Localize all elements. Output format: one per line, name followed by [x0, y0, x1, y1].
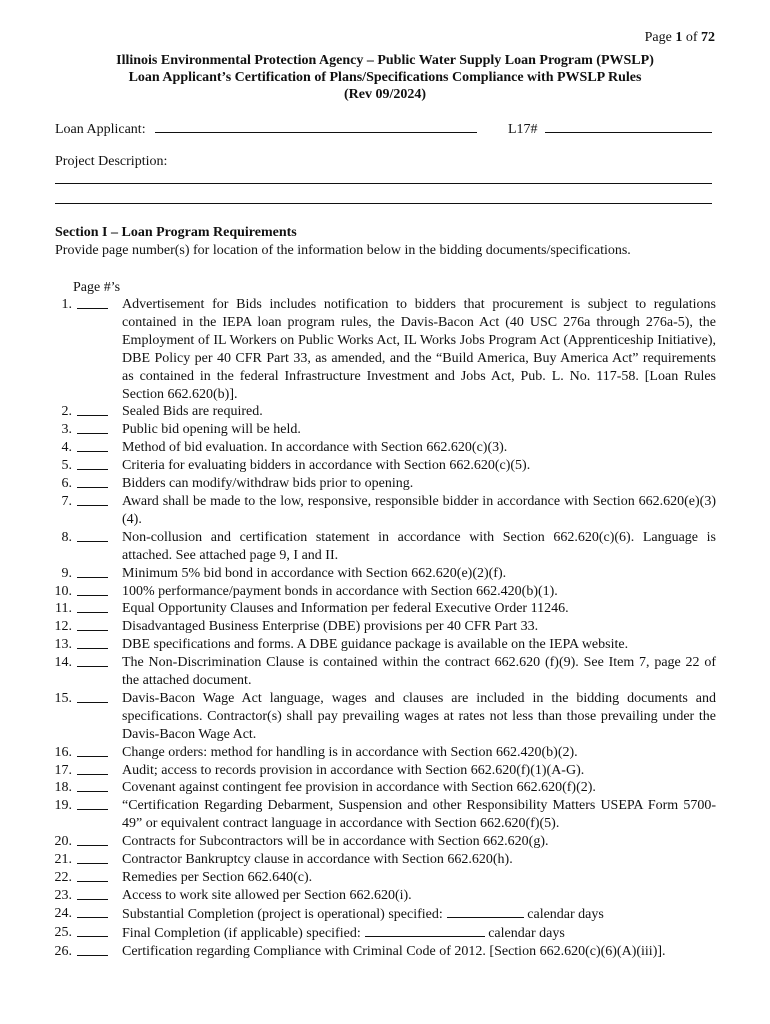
list-item	[0, 421, 770, 439]
page-total: 72	[701, 30, 715, 45]
item-text-main: DBE specifications and forms. A DBE guidance package is available on the IEPA website.	[122, 637, 629, 653]
item-text	[122, 797, 716, 833]
page-column-header: Page #’s	[73, 280, 121, 295]
list-item	[0, 690, 770, 744]
item-text	[122, 475, 716, 493]
item-number: 9.	[61, 565, 72, 581]
project-description-line-1[interactable]	[55, 183, 712, 184]
document-header	[0, 52, 770, 103]
page-number-blank[interactable]	[77, 899, 108, 900]
item-text-main: Substantial Completion (project is operational) specified:	[122, 906, 443, 922]
header-agency-line: Illinois Environmental Protection Agency – Public Water Supply Loan Program (PWSLP)	[116, 53, 654, 68]
item-number: 7.	[61, 493, 72, 509]
item-text	[122, 869, 716, 887]
list-item	[0, 636, 770, 654]
list-item	[0, 779, 770, 797]
list-item	[0, 296, 770, 403]
item-text	[122, 457, 716, 475]
item-text	[122, 887, 716, 905]
item-text-main: Final Completion (if applicable) specified:	[122, 925, 361, 941]
l17-label: L17#	[508, 122, 538, 137]
item-text-main: Bidders can modify/withdraw bids prior to opening.	[122, 476, 414, 492]
item-text-main: Criteria for evaluating bidders in accordance with Section 662.620(c)(5).	[122, 458, 531, 474]
item-number: 10.	[54, 583, 72, 599]
item-text	[122, 744, 716, 762]
header-form-title: Loan Applicant’s Certification of Plans/Specifications Compliance with PWSLP Rules	[128, 70, 642, 85]
page-number-blank[interactable]	[77, 809, 108, 810]
item-number: 21.	[54, 852, 72, 868]
item-text	[122, 943, 716, 961]
item-text	[122, 905, 716, 924]
page-number-blank[interactable]	[77, 955, 108, 956]
item-text	[122, 296, 716, 403]
loan-applicant-field[interactable]	[155, 118, 477, 133]
item-text-main: Contracts for Subcontractors will be in accordance with Section 662.620(g).	[122, 834, 549, 850]
section-intro: Provide page number(s) for location of the information below in the bidding documents/specifications.	[55, 243, 631, 258]
page-number-blank[interactable]	[77, 936, 108, 937]
project-description-label: Project Description:	[55, 154, 168, 169]
item-text	[122, 851, 716, 869]
item-text	[122, 924, 716, 943]
calendar-days-field[interactable]	[365, 924, 485, 937]
item-text	[122, 762, 716, 780]
page-number-blank[interactable]	[77, 756, 108, 757]
item-text	[122, 403, 716, 421]
item-number: 22.	[54, 870, 72, 885]
list-item	[0, 744, 770, 762]
header-revision: (Rev 09/2024)	[343, 87, 427, 102]
item-text-main: Non-collusion and certification statement in accordance with Section 662.620(c)(6). Language is attached. See attached page 9, I and II.	[122, 529, 716, 563]
page-number-blank[interactable]	[77, 917, 108, 918]
item-text	[122, 654, 716, 690]
list-item	[0, 457, 770, 475]
item-text-main: Advertisement for Bids includes notification to bidders that procurement is subject to regulations contained in the IEPA loan program rules, the Davis-Bacon Act (40 USC 276a through 276a-5), the Employment of IL Workers on Public Works Act, IL Works Jobs Program Act (Apprenticeship Initiative), DBE Policy per 40 CFR Part 33, as amended, and the “Build America, Buy America Act” requirements as contained in the federal Infrastructure Investment and Jobs Act, Pub. L. No. 117-58. [Loan Rules Section 662.620(b)].	[122, 297, 716, 402]
item-text-main: Audit; access to records provision in accordance with Section 662.620(f)(1)(A-G).	[122, 762, 585, 778]
item-text	[122, 565, 716, 583]
item-text	[122, 779, 716, 797]
page-number-blank[interactable]	[77, 774, 108, 775]
item-text	[122, 421, 716, 439]
page-number-blank[interactable]	[77, 577, 108, 578]
item-text	[122, 583, 716, 601]
item-text-main: “Certification Regarding Debarment, Suspension and other Responsibility Matters USEPA Form 5700-49” or equivalent contract language in accordance with Section 662.620(f)(5).	[122, 798, 716, 832]
page-number-blank[interactable]	[77, 791, 108, 792]
list-item	[0, 493, 770, 529]
page-number: Page 1 of 72	[644, 30, 715, 45]
item-number: 11.	[55, 601, 72, 617]
item-number: 24.	[54, 905, 72, 921]
item-text	[122, 690, 716, 744]
item-number: 8.	[61, 529, 72, 545]
page-current: 1	[675, 30, 683, 45]
list-item	[0, 905, 770, 924]
page-number-blank[interactable]	[77, 881, 108, 882]
page-number-blank[interactable]	[77, 541, 108, 542]
list-item	[0, 583, 770, 601]
item-number: 26.	[54, 943, 72, 959]
calendar-days-field[interactable]	[447, 905, 524, 918]
page-number-blank[interactable]	[77, 702, 108, 703]
page-number-blank[interactable]	[77, 433, 108, 434]
page-number-blank[interactable]	[77, 415, 108, 416]
item-text-main: Method of bid evaluation. In accordance with Section 662.620(c)(3).	[122, 440, 508, 456]
list-item	[0, 654, 770, 690]
item-text-main: Minimum 5% bid bond in accordance with Section 662.620(e)(2)(f).	[122, 565, 507, 581]
item-text	[122, 618, 716, 636]
list-item	[0, 924, 770, 943]
page-number-blank[interactable]	[77, 451, 108, 452]
item-number: 12.	[54, 619, 72, 635]
list-item	[0, 887, 770, 905]
requirements-list	[0, 296, 770, 961]
item-text-main: Davis-Bacon Wage Act language, wages and clauses are included in the bidding documents and specifications. Contractor(s) shall pay prevailing wages at rates not less than those prevailing under the Davis-Bacon Wage Act.	[122, 690, 716, 742]
loan-applicant-row	[55, 118, 477, 138]
item-text	[122, 600, 716, 618]
item-number: 17.	[54, 762, 72, 778]
item-text-main: Public bid opening will be held.	[122, 422, 301, 438]
calendar-days-label: calendar days	[523, 906, 604, 922]
section-title: Section I – Loan Program Requirements	[55, 225, 297, 240]
item-number: 4.	[61, 440, 72, 456]
item-text-main: Access to work site allowed per Section 662.620(i).	[122, 887, 412, 903]
list-item	[0, 762, 770, 780]
page-number-blank[interactable]	[77, 630, 108, 631]
item-text	[122, 636, 716, 654]
item-number: 1.	[61, 297, 72, 312]
item-text-main: Certification regarding Compliance with Criminal Code of 2012. [Section 662.620(c)(6)(A)(iii)].	[122, 943, 666, 959]
item-number: 6.	[61, 476, 72, 492]
item-number: 20.	[54, 834, 72, 850]
item-text-main: Equal Opportunity Clauses and Information per federal Executive Order 11246.	[122, 601, 569, 617]
item-text-main: Award shall be made to the low, responsive, responsible bidder in accordance with Section 662.620(e)(3)(4).	[122, 493, 716, 527]
list-item	[0, 869, 770, 887]
list-item	[0, 833, 770, 851]
page-number-blank[interactable]	[77, 595, 108, 596]
item-number: 23.	[54, 887, 72, 903]
page-number-blank[interactable]	[77, 666, 108, 667]
item-number: 3.	[61, 422, 72, 438]
item-text-main: Remedies per Section 662.640(c).	[122, 870, 313, 885]
item-text	[122, 439, 716, 457]
item-text-main: Sealed Bids are required.	[122, 404, 263, 420]
page-number-blank[interactable]	[77, 845, 108, 846]
item-number: 16.	[54, 744, 72, 760]
item-number: 18.	[54, 780, 72, 796]
list-item	[0, 618, 770, 636]
list-item	[0, 475, 770, 493]
list-item	[0, 439, 770, 457]
item-text-main: 100% performance/payment bonds in accordance with Section 662.420(b)(1).	[122, 583, 558, 599]
page-number-blank[interactable]	[77, 487, 108, 488]
page-number-blank[interactable]	[77, 469, 108, 470]
list-item	[0, 943, 770, 961]
item-number: 13.	[54, 637, 72, 653]
item-text	[122, 833, 716, 851]
item-text-main: Change orders: method for handling is in accordance with Section 662.420(b)(2).	[122, 744, 578, 760]
item-number: 19.	[54, 798, 72, 814]
item-text-main: Covenant against contingent fee provision in accordance with Section 662.620(f)(2).	[122, 780, 596, 796]
list-item	[0, 851, 770, 869]
list-item	[0, 797, 770, 833]
item-text	[122, 493, 716, 529]
loan-applicant-label: Loan Applicant:	[55, 122, 146, 137]
page-number-blank[interactable]	[77, 863, 108, 864]
l17-field[interactable]	[545, 118, 712, 133]
project-description-line-2[interactable]	[55, 203, 712, 204]
page-number-blank[interactable]	[77, 648, 108, 649]
item-number: 5.	[61, 458, 72, 474]
page-number-blank[interactable]	[77, 612, 108, 613]
item-text-main: The Non-Discrimination Clause is contained within the contract 662.620 (f)(9). See Item 7, page 22 of the attached document.	[122, 655, 716, 689]
item-number: 15.	[54, 690, 72, 706]
page-number-blank[interactable]	[77, 505, 108, 506]
page-number-blank[interactable]	[77, 308, 108, 309]
item-text-main: Disadvantaged Business Enterprise (DBE) provisions per 40 CFR Part 33.	[122, 619, 539, 635]
item-number: 2.	[61, 404, 72, 420]
l17-row	[508, 118, 712, 138]
calendar-days-label: calendar days	[484, 925, 565, 941]
item-text	[122, 529, 716, 565]
item-number: 14.	[54, 655, 72, 671]
item-number: 25.	[54, 924, 72, 940]
list-item	[0, 529, 770, 565]
item-text-main: Contractor Bankruptcy clause in accordance with Section 662.620(h).	[122, 852, 513, 868]
list-item	[0, 565, 770, 583]
list-item	[0, 403, 770, 421]
list-item	[0, 600, 770, 618]
